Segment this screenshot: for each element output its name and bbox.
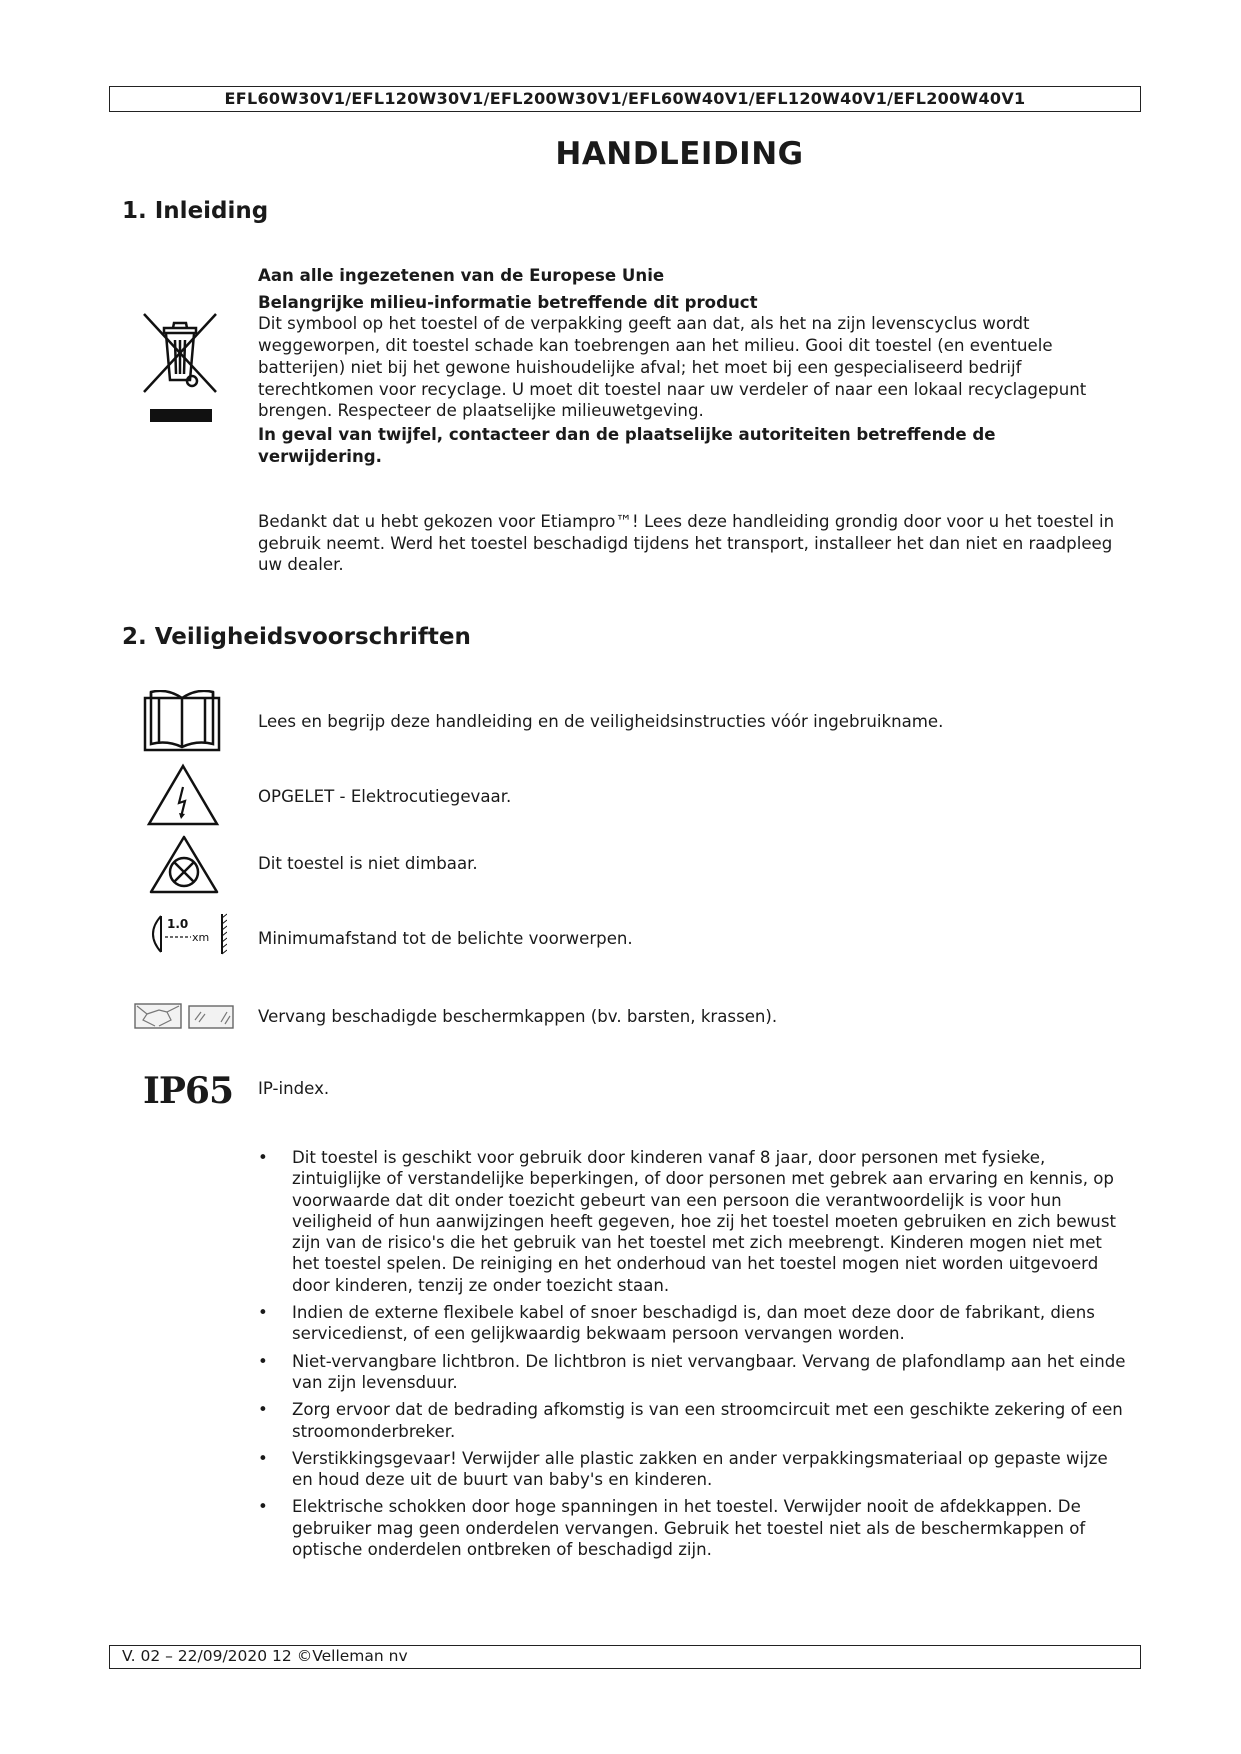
manual-book-icon <box>143 690 221 752</box>
symbol-text-damaged-cover: Vervang beschadigde beschermkappen (bv. barsten, krassen). <box>258 1007 778 1026</box>
list-item: • Dit toestel is geschikt voor gebruik door kinderen vanaf 8 jaar, door personen met fysieke, zintuiglijke of verstandelijke beperkingen, of door personen met gebrek aan ervaring en kennis, op voorwaarde dat dit onder toezicht gebeurt van een persoon die verantwoordelijk is voor hun veiligheid of hun aanwijzingen heeft gegeven, hoe zij het toestel moeten gebruiken en zich bewust zijn van de risico's die het gebruik van het toestel met zich meebrengt. Kinderen mogen niet met het toestel spelen. De reiniging en het onderhoud van het toestel mogen niet worden uitgevoerd door kinderen, tenzij ze onder toezicht staan. <box>258 1147 1128 1296</box>
list-item: • Niet-vervangbare lichtbron. De lichtbron is niet vervangbaar. Vervang de plafondlamp aan het einde van zijn levensduur. <box>258 1351 1128 1394</box>
thanks-paragraph <box>258 511 1123 576</box>
ip65-icon: IP65 <box>143 1070 234 1112</box>
distance-unit-label: xm <box>192 931 210 944</box>
eu-residents-heading: Aan alle ingezetenen van de Europese Unie <box>258 266 665 285</box>
environment-info-text: Dit symbool op het toestel of de verpakking geeft aan dat, als het na zijn levenscyclus wordt weggeworpen, dit toestel schade kan toebrengen aan het milieu. Gooi dit toestel (en eventuele batterijen) niet bij het gewone huishoudelijke afval; het moet bij een gespecialiseerd bedrijf terechtkomen voor recyclage. U moet dit toestel naar uw verdeler of naar een lokaal recyclagepunt brengen. Respecteer de plaatselijke milieuwetgeving. <box>258 314 1087 421</box>
symbol-text-not-dimmable: Dit toestel is niet dimbaar. <box>258 854 478 873</box>
section-heading-safety: 2. Veiligheidsvoorschriften <box>122 624 471 650</box>
symbol-text-electrocution: OPGELET - Elektrocutiegevaar. <box>258 787 512 806</box>
safety-bullet-list <box>258 1147 1128 1566</box>
symbol-text-manual: Lees en begrijp deze handleiding en de veiligheidsinstructies vóór ingebruikname. <box>258 712 944 731</box>
damaged-cover-icon <box>133 998 235 1032</box>
page-footer: V. 02 – 22/09/2020 12 ©Velleman nv <box>109 1645 1141 1669</box>
list-item: • Verstikkingsgevaar! Verwijder alle plastic zakken en ander verpakkingsmateriaal op gepaste wijze en houd deze uit de buurt van baby's en kinderen. <box>258 1448 1128 1491</box>
minimum-distance-icon <box>143 910 227 958</box>
environment-info-heading: Belangrijke milieu-informatie betreffende dit product <box>258 292 758 312</box>
section-heading-introduction: 1. Inleiding <box>122 198 269 224</box>
distance-value-label: 1.0 <box>167 917 189 931</box>
weee-bin-icon <box>140 312 220 432</box>
model-header: EFL60W30V1/EFL120W30V1/EFL200W30V1/EFL60W40V1/EFL120W40V1/EFL200W40V1 <box>109 86 1141 112</box>
electrocution-warning-icon <box>146 763 220 827</box>
environment-info-block <box>258 265 1123 467</box>
list-item: • Zorg ervoor dat de bedrading afkomstig is van een stroomcircuit met een geschikte zekering of een stroomonderbreker. <box>258 1399 1128 1442</box>
list-item: • Indien de externe flexibele kabel of snoer beschadigd is, dan moet deze door de fabrikant, diens servicedienst, of een gelijkwaardig bekwaam persoon vervangen worden. <box>258 1302 1128 1345</box>
list-item: • Elektrische schokken door hoge spanningen in het toestel. Verwijder nooit de afdekkappen. De gebruiker mag geen onderdelen vervangen. Gebruik het toestel niet als de beschermkappen of optische onderdelen ontbreken of beschadigd zijn. <box>258 1496 1128 1560</box>
symbol-text-ip-index: IP-index. <box>258 1079 330 1098</box>
not-dimmable-icon <box>148 834 220 896</box>
thanks-text: Bedankt dat u hebt gekozen voor Etiampro™! Lees deze handleiding grondig door voor u het toestel in gebruik neemt. Werd het toestel beschadigd tijdens het transport, installeer het dan niet en raadpleeg uw dealer. <box>258 512 1115 575</box>
doubt-notice: In geval van twijfel, contacteer dan de plaatselijke autoriteiten betreffende de verwijdering. <box>258 424 996 466</box>
document-title: HANDLEIDING <box>555 136 804 172</box>
symbol-text-minimum-distance: Minimumafstand tot de belichte voorwerpen. <box>258 929 633 948</box>
